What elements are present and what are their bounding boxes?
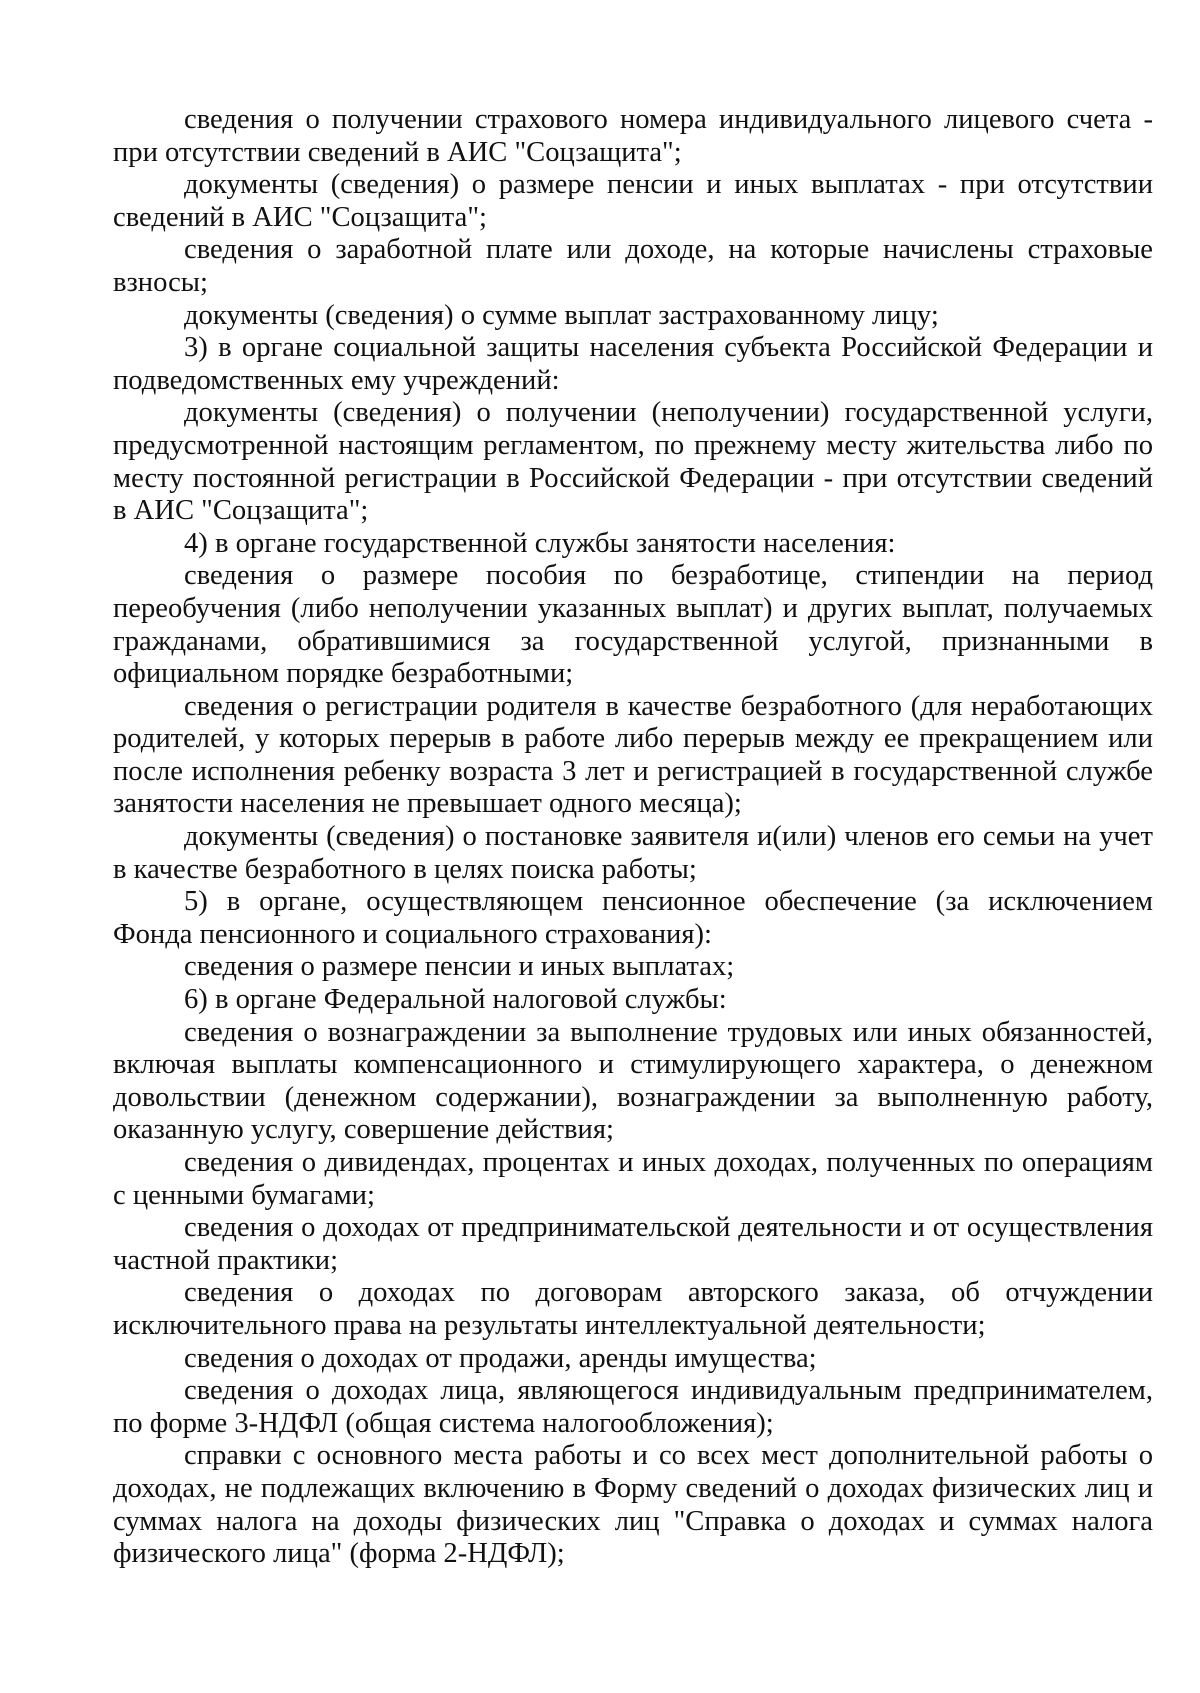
paragraph: сведения о размере пенсии и иных выплатах; (184, 951, 735, 983)
paragraph: сведения о размере пособия по безработице, стипендии на период переобучения (либо неполучении указанных выплат) и других выплат, получаемых гражданами, обратившимися за государственной услугой, признанными в официальном порядке безработными; (113, 560, 1153, 690)
paragraph: сведения о регистрации родителя в качестве безработного (для неработающих родителей, у которых перерыв в работе либо перерыв между ее прекращением или после исполнения ребенку возраста 3 лет и регистрацией в государственной службе занятости населения не превышает одного месяца); (113, 690, 1153, 820)
paragraph: сведения о вознаграждении за выполнение трудовых или иных обязанностей, включая выплаты компенсационного и стимулирующего характера, о денежном довольствии (денежном содержании), вознаграждении за выполненную работу, оказанную услугу, совершение действия; (113, 1016, 1153, 1146)
paragraph: сведения о получении страхового номера индивидуального лицевого счета - при отсутствии сведений в АИС "Соцзащита"; (113, 104, 1153, 168)
paragraph: 5) в органе, осуществляющем пенсионное обеспечение (за исключением Фонда пенсионного и социального страхования): (113, 886, 1153, 950)
paragraph: сведения о заработной плате или доходе, на которые начислены страховые взносы; (113, 234, 1153, 298)
paragraph: 6) в органе Федеральной налоговой службы: (184, 984, 727, 1016)
paragraph: документы (сведения) о получении (неполучении) государственной услуги, предусмотренной настоящим регламентом, по прежнему месту жительства либо по месту постоянной регистрации в Российской Федерации - при отсутствии сведений в АИС "Соцзащита"; (113, 397, 1153, 527)
paragraph: 4) в органе государственной службы занятости населения: (184, 527, 896, 559)
paragraph: документы (сведения) о сумме выплат застрахованному лицу; (184, 299, 939, 331)
paragraph: сведения о доходах лица, являющегося индивидуальным предпринимателем, по форме 3-НДФЛ (общая система налогообложения); (113, 1375, 1153, 1439)
paragraph: сведения о дивидендах, процентах и иных доходах, полученных по операциям с ценными бумагами; (113, 1147, 1153, 1211)
paragraph: 3) в органе социальной защиты населения субъекта Российской Федерации и подведомственных ему учреждений: (113, 332, 1153, 396)
paragraph: сведения о доходах от продажи, аренды имущества; (184, 1342, 817, 1374)
paragraph: сведения о доходах по договорам авторского заказа, об отчуждении исключительного права на результаты интеллектуальной деятельности; (113, 1277, 1153, 1341)
paragraph: сведения о доходах от предпринимательской деятельности и от осуществления частной практики; (113, 1212, 1153, 1276)
paragraph: справки с основного места работы и со всех мест дополнительной работы о доходах, не подлежащих включению в Форму сведений о доходах физических лиц и суммах налога на доходы физических лиц "Справка о доходах и суммах налога физического лица" (форма 2-НДФЛ); (113, 1440, 1153, 1570)
paragraph: документы (сведения) о размере пенсии и иных выплатах - при отсутствии сведений в АИС "Соцзащита"; (113, 169, 1153, 233)
document-page (113, 104, 1153, 1571)
paragraph: документы (сведения) о постановке заявителя и(или) членов его семьи на учет в качестве безработного в целях поиска работы; (113, 821, 1153, 885)
